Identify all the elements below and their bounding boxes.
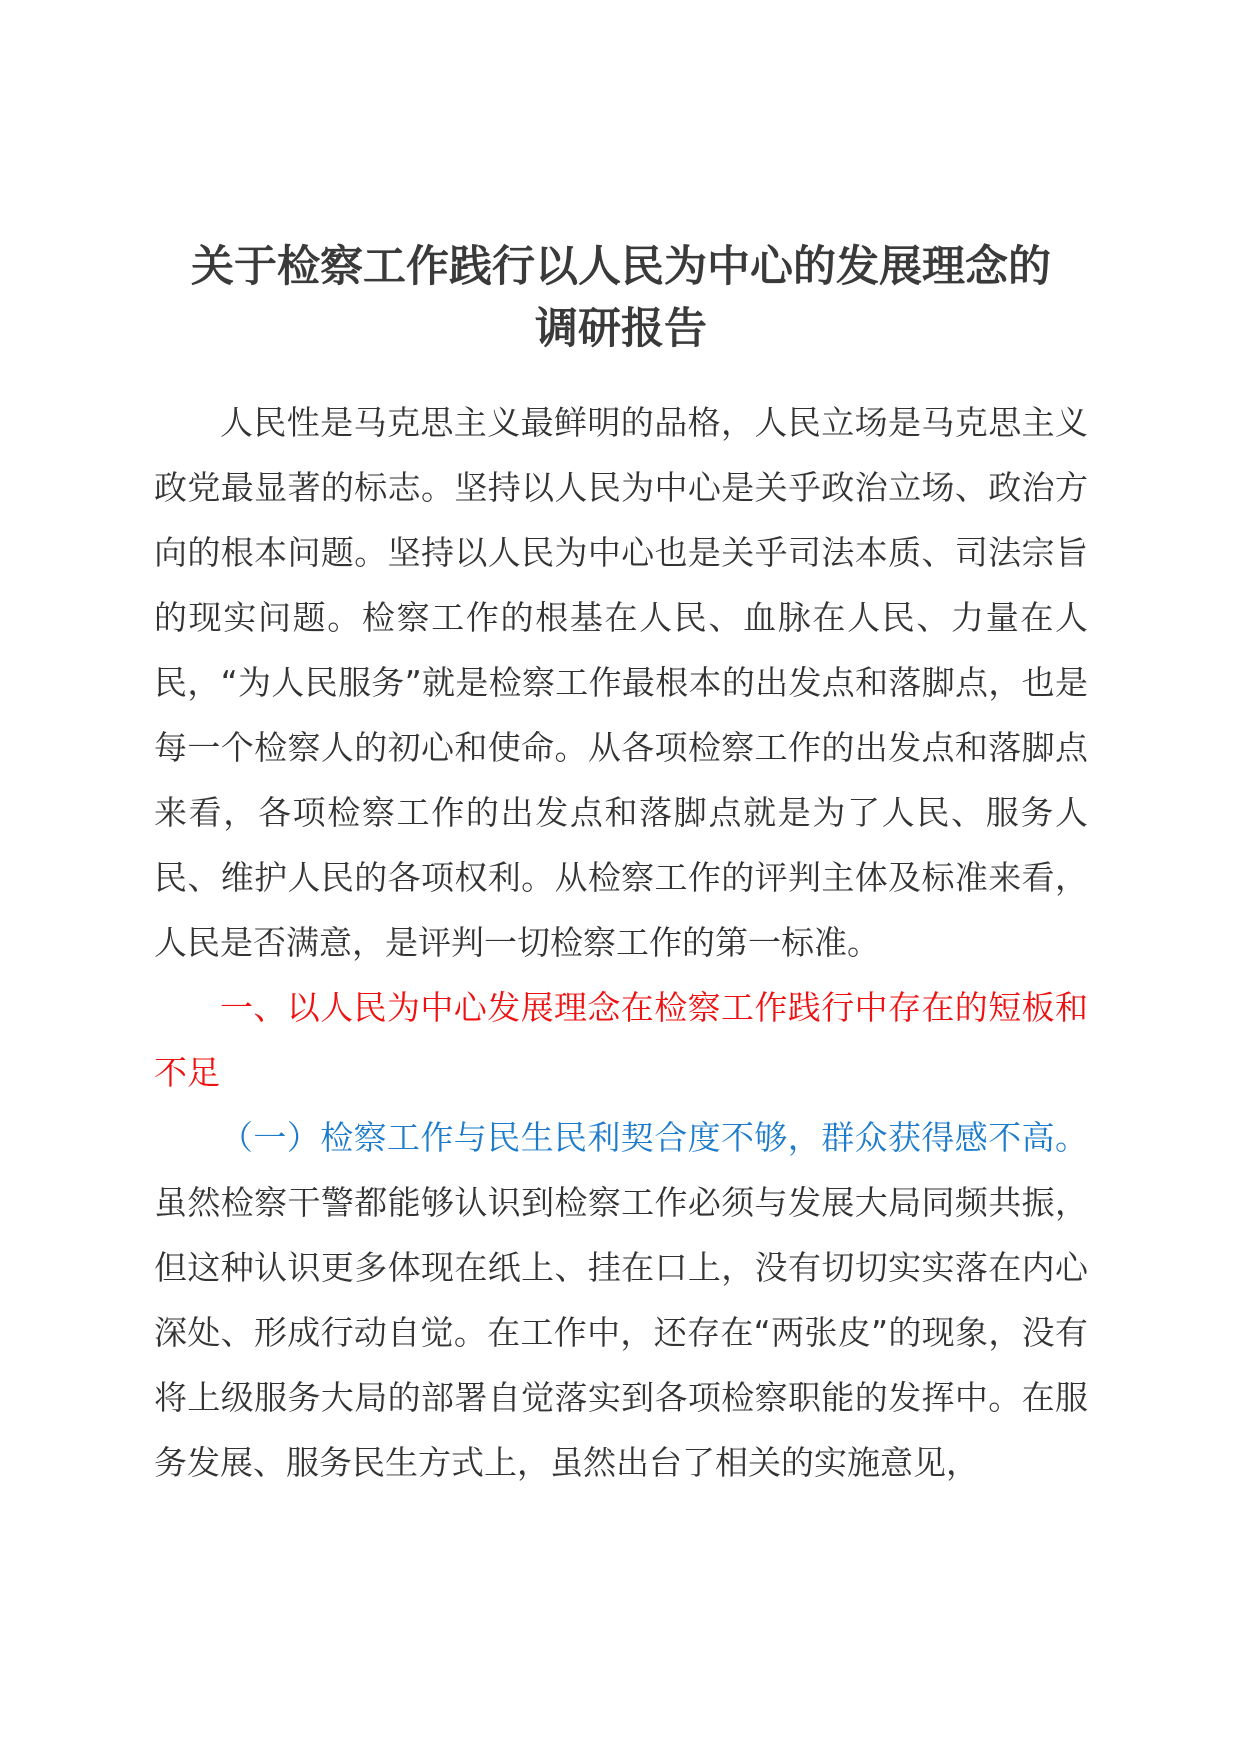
subsection-heading-1: （一）检察工作与民生民利契合度不够，群众获得感不高。 (220, 1118, 1088, 1157)
intro-paragraph: 人民性是马克思主义最鲜明的品格，人民立场是马克思主义政党最显著的标志。坚持以人民为中心是关乎政治立场、政治方向的根本问题。坚持以人民为中心也是关乎司法本质、司法宗旨的现实问题。检察工作的根基在人民、血脉在人民、力量在人民，“为人民服务”就是检察工作最根本的出发点和落脚点，也是每一个检察人的初心和使命。从各项检察工作的出发点和落脚点来看，各项检察工作的出发点和落脚点就是为了人民、服务人民、维护人民的各项权利。从检察工作的评判主体及标准来看，人民是否满意，是评判一切检察工作的第一标准。 (154, 403, 1088, 962)
subsection-paragraph-1 (154, 1105, 1088, 1495)
document-title (154, 236, 1088, 360)
document-page (154, 236, 1088, 1495)
section-heading-1: 一、以人民为中心发展理念在检察工作践行中存在的短板和不足 (154, 988, 1088, 1092)
title-line-2: 调研报告 (535, 304, 707, 354)
subsection-body-1: 虽然检察干警都能够认识到检察工作必须与发展大局同频共振，但这种认识更多体现在纸上、挂在口上，没有切切实实落在内心深处、形成行动自觉。在工作中，还存在“两张皮”的现象，没有将上级服务大局的部署自觉落实到各项检察职能的发挥中。在服务发展、服务民生方式上，虽然出台了相关的实施意见， (154, 1183, 1088, 1482)
title-line-1: 关于检察工作践行以人民为中心的发展理念的 (191, 242, 1051, 292)
